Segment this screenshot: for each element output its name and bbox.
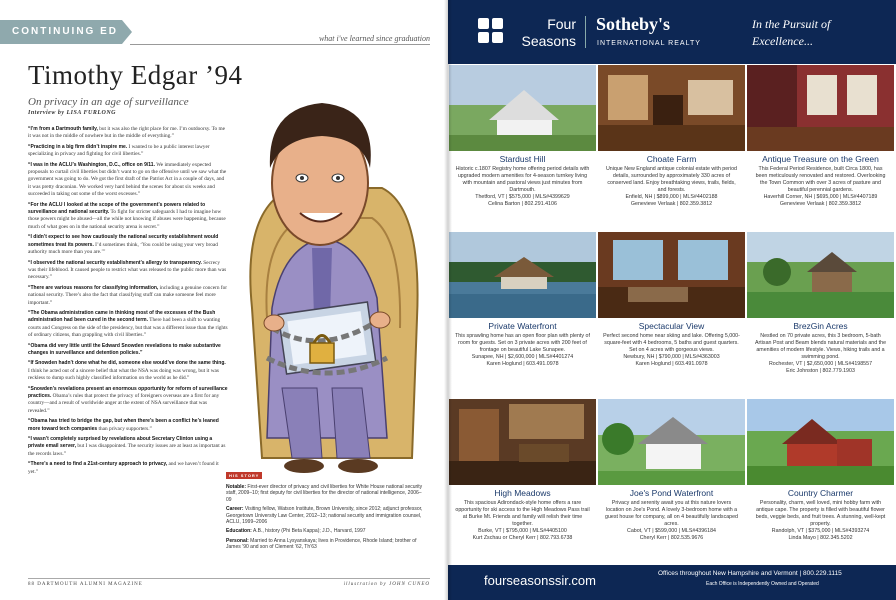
paragraph: “Obama did very little until the Edward Snowden revelations to make substantive changes in surveillance and detention policies.” bbox=[28, 342, 221, 356]
brand-subtitle: INTERNATIONAL REALTY bbox=[597, 40, 701, 47]
listing-name: Stardust Hill bbox=[499, 154, 546, 164]
listing-name: BrezGin Acres bbox=[793, 321, 848, 331]
listing-description: This spacious Adirondack-style home offers a rare opportunity for ski access to the High Meadows Pass trail at Burke Mt. Friends and family will relish their time together. Burke, VT | $795,000 | MLS#4405100 Kurt Zschau or Cheryl Kerr | 802.793.6738 bbox=[455, 500, 590, 541]
listing-info: Haverhill Corner, NH | $695,000 | MLS#4407189 bbox=[763, 194, 878, 200]
listing-name: Spectacular View bbox=[638, 321, 705, 331]
four-seasons-logo-icon bbox=[478, 18, 504, 44]
listing-card[interactable] bbox=[597, 398, 746, 565]
section-tab bbox=[0, 20, 122, 44]
listing-card[interactable] bbox=[746, 64, 895, 231]
listing-card[interactable] bbox=[448, 398, 597, 565]
listing-photo bbox=[598, 65, 745, 151]
real-estate-ad bbox=[448, 0, 896, 600]
listing-photo bbox=[747, 232, 894, 318]
listing-name: Private Waterfront bbox=[488, 321, 557, 331]
bio-item: Education: A.B., history (Phi Beta Kappa); J.D., Harvard, 1997 bbox=[226, 528, 366, 535]
paragraph: “I didn’t expect to see how cautiously the national security establishment would sometimes treat its powers. I’d sometimes think, ‘You could be using your very broad authority much more than you are.’” bbox=[28, 234, 219, 256]
listing-info: Cabot, VT | $599,000 | MLS#4396184 bbox=[627, 528, 716, 534]
header-rule bbox=[130, 44, 430, 45]
listing-photo bbox=[449, 399, 596, 485]
listing-agent: Linda Mayo | 802.345.5202 bbox=[788, 535, 853, 541]
paragraph: “I’m from a Dartmouth family, but it was also the right place for me. I’m outdoorsy. To me it was not in the middle of nowhere but in the middle of everything.” bbox=[28, 126, 225, 140]
paragraph: “I wasn’t completely surprised by revelations about Secretary Clinton using a private email server, but I was disappointed. The security issues are at least as important as the records laws.” bbox=[28, 436, 226, 457]
listing-description: Historic c.1807 Registry home offering period details with upgraded modern amenities for 4-season turnkey living with mountain and pastoral views just minutes from Dartmouth. Thetford, VT | $575,000 | MLS#4399629 Celina Barton | 802.291.4106 bbox=[455, 166, 590, 207]
listing-description: Privacy and serenity await you at this nature lovers location on Joe's Pond. A lovely 3-bedroom home with a guest house for company, all on 4 beautifully landscaped acres. Cabot, VT | $599,000 | MLS#4396184 Cheryl Kerr | 802.535.9676 bbox=[605, 500, 738, 541]
brand-four-seasons: Four Seasons bbox=[521, 16, 576, 49]
listing-photo bbox=[747, 399, 894, 485]
bio-item: Personal: Married to Anna Lysyanskaya; lives in Providence, Rhode Island; brother of James ’90 and son of Clement ’62, Th’63 bbox=[226, 537, 417, 551]
listing-info: Rochester, VT | $2,650,000 | MLS#4198557 bbox=[768, 361, 873, 367]
listing-card[interactable] bbox=[597, 231, 746, 398]
listing-name: Antique Treasure on the Green bbox=[762, 154, 879, 164]
paragraph: “There are various reasons for classifying information, including a genuine concern for national security. There’s also the fact that classifying stuff can make someone feel more important.” bbox=[28, 284, 228, 306]
listing-photo bbox=[449, 232, 596, 318]
listing-description: Nestled on 70 private acres, this 3 bedroom, 5-bath Artisan Post and Beam blends natural materials and the amenities of modern lifestyle. Views, hiking trails and a swimming pond. Rochester, VT | $2,650,000 | MLS#4198557 Eric Johnston | 802.779.1903 bbox=[752, 333, 889, 375]
listing-agent: Cheryl Kerr | 802.535.9676 bbox=[639, 535, 704, 541]
ad-footer bbox=[448, 565, 896, 600]
listing-info: Sunapee, NH | $2,600,000 | MLS#4401274 bbox=[471, 354, 574, 360]
paragraph: “For the ACLU I looked at the scope of the government’s powers related to surveillance and national security. To fight for stricter safeguards I had to imagine how those powers might be abused—all the while not knowing if abuses were happening, because much of what goes on in the national security arena is secret.” bbox=[28, 201, 226, 230]
paragraph: “The Obama administration came in thinking most of the excesses of the Bush administration had been cured in the second term. There had been a shift to wanting courts and Congress on the side of the presidency, but that was a different issue than the rights of ordinary citizens, than grappling with civil liberties.” bbox=[28, 309, 228, 339]
independent-notice: Each Office is Independently Owned and Operated bbox=[706, 581, 819, 587]
listing-info: Newbury, NH | $790,000 | MLS#4363003 bbox=[623, 354, 720, 360]
listing-photo bbox=[449, 65, 596, 151]
listing-info: Thetford, VT | $575,000 | MLS#4399629 bbox=[475, 194, 570, 200]
listing-agent: Karen Hoglund | 603.491.0978 bbox=[635, 361, 708, 367]
listing-name: Joe's Pond Waterfront bbox=[629, 488, 714, 498]
listing-description: Personality, charm, well loved, mini hobby farm with antique cape. The property is filled with beautiful flower beds, veggie beds, and fruit trees. A stunning, well-kept property. Randolph, VT | $375,000 | MLS#4393274 Linda Mayo | 802.345.5202 bbox=[752, 500, 889, 542]
listing-agent: Eric Johnston | 802.779.1903 bbox=[786, 368, 855, 374]
ad-tagline: In the Pursuit of Excellence... bbox=[752, 17, 831, 48]
offices-contact: Offices throughout New Hampshire and Vermont | 800.229.1115 bbox=[658, 570, 842, 577]
bio-tag: HIS STORY bbox=[226, 472, 262, 479]
paragraph: “If Snowden hadn’t done what he did, someone else would’ve done the same thing. I think he acted out of a sincere belief that what the NSA was doing was wrong, but it was reckless to dump such highly classified information on the world as he did.” bbox=[28, 360, 226, 382]
listing-agent: Celina Barton | 802.291.4106 bbox=[488, 201, 557, 207]
page-footer bbox=[28, 578, 430, 587]
ad-header bbox=[448, 0, 896, 64]
listing-agent: Karen Hoglund | 603.491.0978 bbox=[486, 361, 559, 367]
listing-grid bbox=[448, 64, 896, 565]
bio-item: Notable: First-ever director of privacy and civil liberties for White House national security staff, 2009–10; first deputy for civil liberties for the director of national intelligence, 2006–09 bbox=[226, 484, 423, 503]
section-title: what i've learned since graduation bbox=[318, 34, 430, 43]
website-link[interactable]: fourseasonssir.com bbox=[484, 573, 596, 588]
portrait-illustration bbox=[212, 58, 434, 488]
illustration-credit: illustration by JOHN CUNEO bbox=[343, 582, 430, 587]
listing-card[interactable] bbox=[746, 398, 895, 565]
listing-name: Country Charmer bbox=[787, 488, 854, 498]
paragraph: “Obama has tried to bridge the gap, but when there’s been a conflict he’s leaned more toward tech companies than privacy supporters.” bbox=[28, 418, 219, 432]
listing-description: Unique New England antique colonial estate with period details, surrounded by approximately 330 acres of conserved land. Enjoy breathtaking views, trails, fields, and forests. Enfield, NH | $899,000 | MLS#4402188 Genevieve Verlaak | 802.359.3812 bbox=[603, 166, 740, 208]
article-body bbox=[28, 126, 228, 479]
article-title: Timothy Edgar ’94 bbox=[28, 60, 243, 90]
listing-photo bbox=[598, 399, 745, 485]
listing-agent: Genevieve Verlaak | 802.359.3812 bbox=[630, 201, 713, 207]
bio-text bbox=[226, 484, 426, 554]
paragraph: “There’s a need to find a 21st-century approach to privacy, and we haven’t found it yet.” bbox=[28, 461, 219, 475]
listing-agent: Genevieve Verlaak | 802.359.3812 bbox=[779, 201, 862, 207]
listing-name: High Meadows bbox=[494, 488, 551, 498]
listing-card[interactable] bbox=[746, 231, 895, 398]
paragraph: “I was in the ACLU’s Washington, D.C., office on 9/11. We immediately expected proposals to curtail civil liberties but didn’t want to go on the offensive until we saw what the government was going to do. We got the first draft of the Patriot Act in a couple of days, and it was pretty draconian. We worked very hard behind the scenes for about six weeks and succeeded in taking out some of the worst excesses.” bbox=[28, 161, 227, 198]
listing-info: Burke, VT | $795,000 | MLS#4405100 bbox=[478, 528, 567, 534]
listing-description: This Federal Period Residence, built Circa 1800, has been meticulously renovated and restored. Overlooking the Town Common with over 3 acres of pasture and beautiful perennial gardens. Haverhill Corner, NH | $695,000 | MLS#4407189 Genevieve Verlaak | 802.359.3812 bbox=[752, 166, 889, 208]
listing-name: Choate Farm bbox=[646, 154, 697, 164]
listing-info: Randolph, VT | $375,000 | MLS#4393274 bbox=[771, 528, 870, 534]
listing-agent: Kurt Zschau or Cheryl Kerr | 802.793.6738 bbox=[472, 535, 573, 541]
listing-photo bbox=[747, 65, 894, 151]
paragraph: “Snowden’s revelations present an enormous opportunity for reform of surveillance practices. Obama’s rules that protect the privacy of foreigners overseas are a first for any country—and a result of worldwide anger at the extent of NSA surveillance that was revealed.” bbox=[28, 385, 228, 414]
section-tab-label: CONTINUING ED bbox=[12, 26, 118, 37]
article-byline: Interview by LISA FURLONG bbox=[28, 110, 117, 116]
folio: 88 DARTMOUTH ALUMNI MAGAZINE bbox=[28, 582, 143, 587]
brand-sothebys: Sotheby's bbox=[596, 14, 671, 34]
listing-photo bbox=[598, 232, 745, 318]
article-subtitle: On privacy in an age of surveillance bbox=[28, 96, 189, 108]
listing-description: This sprawling home has an open floor plan with plenty of room for guests. Set on 3 private acres with 200 feet of frontage on beautiful Lake Sunapee. Sunapee, NH | $2,600,000 | MLS#4401274 Karen Hoglund | 603.491.0978 bbox=[455, 333, 590, 367]
header-divider bbox=[585, 16, 586, 48]
paragraph: “I observed the national security establishment’s allergy to transparency. Secrecy was their lifeblood. It caused people to restrict what was released to the public more than was necessary.” bbox=[28, 259, 227, 281]
listing-description: Perfect second home near skiing and lake. Offering 5,000-square-feet with 4 bedrooms, 5 baths and guest quarters. Set on 4 acres with gorgeous views. Newbury, NH | $790,000 | MLS#4363003 Karen Hoglund | 603.491.0978 bbox=[603, 333, 740, 367]
listing-card[interactable] bbox=[448, 231, 597, 398]
bio-item: Career: Visiting fellow, Watson Institute, Brown University, since 2012; adjunct professor, Georgetown University Law Center, 2012–13; national security and immigration counsel, ACLU, 1999–2006 bbox=[226, 506, 423, 526]
listing-card[interactable] bbox=[597, 64, 746, 231]
listing-card[interactable] bbox=[448, 64, 597, 231]
page-gutter bbox=[444, 0, 452, 600]
paragraph: “Practicing in a big firm didn’t inspire me. I wanted to be a public interest lawyer specializing in privacy and fighting for civil liberties.” bbox=[28, 143, 210, 158]
listing-info: Enfield, NH | $899,000 | MLS#4402188 bbox=[625, 194, 718, 200]
